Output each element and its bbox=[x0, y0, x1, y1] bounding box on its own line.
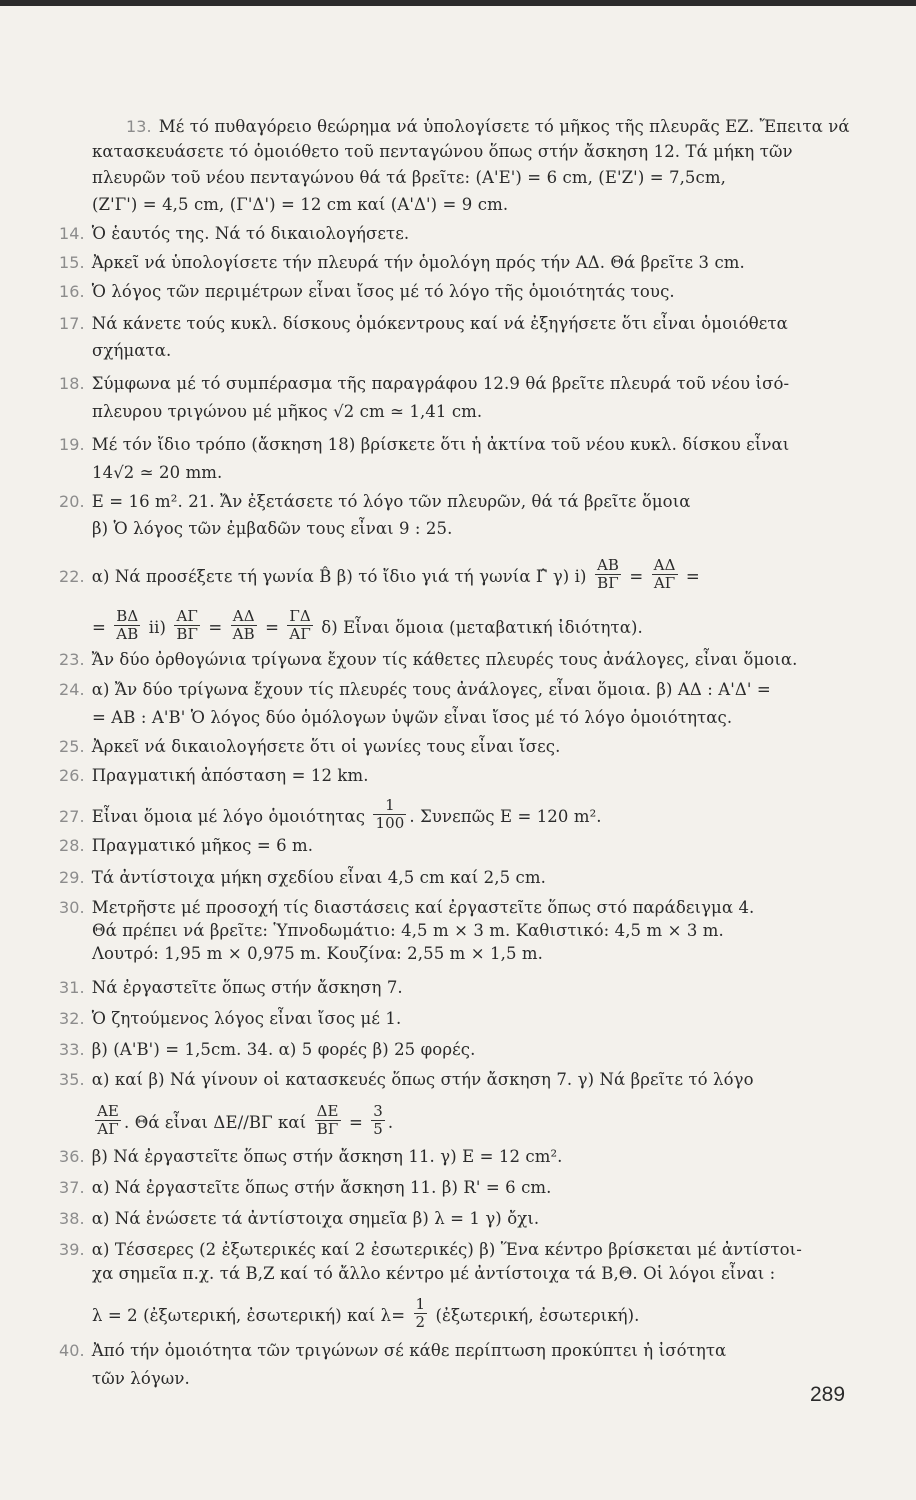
fraction-denominator: ΑΓ bbox=[95, 1120, 121, 1138]
answer-number: 35. bbox=[59, 1070, 85, 1089]
answer-text: Λουτρό: 1,95 m × 0,975 m. Κουζίνα: 2,55 m × 1,5 m. bbox=[92, 944, 544, 963]
answer-text: 14√2 ≃ 20 mm. bbox=[92, 463, 223, 482]
answer-number: 31. bbox=[59, 978, 85, 997]
answer-31 bbox=[59, 978, 403, 998]
answer-13-cont bbox=[92, 168, 726, 188]
answer-39 bbox=[59, 1240, 802, 1260]
answer-36 bbox=[59, 1147, 563, 1167]
fraction-denominator: ΑΒ bbox=[232, 625, 255, 643]
answer-text: Πραγματικό μῆκος = 6 m. bbox=[91, 836, 314, 855]
fraction bbox=[371, 1103, 385, 1138]
period: . bbox=[409, 807, 415, 826]
fraction-numerator: 3 bbox=[373, 1102, 383, 1120]
answer-text: Μετρῆστε μέ προσοχή τίς διαστάσεις καί ἐργαστεῖτε ὅπως στό παράδειγμα 4. bbox=[91, 898, 755, 917]
answer-text: α) Τέσσερες (2 ἐξωτερικές καί 2 ἐσωτερικές) β) Ἕνα κέντρο βρίσκεται μέ ἀντίστοι- bbox=[91, 1240, 802, 1259]
answer-16 bbox=[59, 282, 675, 302]
answer-27 bbox=[59, 796, 602, 835]
answer-24-cont bbox=[92, 708, 732, 728]
fraction-denominator: ΒΓ bbox=[595, 574, 621, 592]
page-number: 289 bbox=[810, 1383, 846, 1406]
period: . bbox=[387, 1113, 394, 1132]
answer-number: 28. bbox=[59, 836, 85, 855]
fraction-numerator: ΑΔ bbox=[653, 556, 676, 574]
answer-37 bbox=[59, 1178, 552, 1198]
fraction-denominator: ΑΓ bbox=[652, 574, 678, 592]
answer-text: (ἐξωτερική, ἐσωτερική). bbox=[435, 1306, 640, 1325]
answer-number: 14. bbox=[59, 224, 85, 243]
answer-13 bbox=[126, 117, 850, 137]
answer-number: 13. bbox=[126, 117, 152, 136]
fraction bbox=[231, 608, 257, 643]
answer-40 bbox=[59, 1341, 726, 1361]
fraction-denominator: ΒΓ bbox=[315, 1120, 341, 1138]
fraction bbox=[95, 1103, 121, 1138]
answer-text: Νά ἐργαστεῖτε ὅπως στήν ἄσκηση 7. bbox=[91, 978, 403, 997]
equals-sign: = bbox=[685, 567, 700, 586]
answer-number: 29. bbox=[59, 868, 85, 887]
answer-number: 26. bbox=[59, 766, 85, 785]
answer-text: α) Νά ἐργαστεῖτε ὅπως στήν ἄσκηση 11. β) R' = 6 cm. bbox=[91, 1178, 552, 1197]
answer-text: β) Νά ἐργαστεῖτε ὅπως στήν ἄσκηση 11. γ) Ε = 12 cm². bbox=[91, 1147, 563, 1166]
fraction-denominator: ΑΒ bbox=[116, 625, 139, 643]
answer-text: Τά ἀντίστοιχα μήκη σχεδίου εἶναι 4,5 cm καί 2,5 cm. bbox=[91, 868, 546, 887]
answer-number: 22. bbox=[59, 567, 85, 586]
answer-number: 40. bbox=[59, 1341, 85, 1360]
answer-18-cont bbox=[92, 402, 482, 422]
fraction-numerator: ΑΓ bbox=[176, 607, 198, 625]
answer-28 bbox=[59, 836, 313, 856]
answer-text: λ = 2 (ἐξωτερική, ἐσωτερική) καί λ= bbox=[92, 1306, 406, 1325]
answer-text: α) Νά ἑνώσετε τά ἀντίστοιχα σημεῖα β) λ = 1 γ) ὄχι. bbox=[91, 1209, 540, 1228]
answer-39-cont bbox=[92, 1264, 775, 1284]
answer-text: α) Ἄν δύο τρίγωνα ἔχουν τίς πλευρές τους ἀνάλογες, εἶναι ὅμοια. β) ΑΔ : Α'Δ' = bbox=[91, 680, 771, 699]
answer-text: β) Ὁ λόγος τῶν ἐμβαδῶν τους εἶναι 9 : 25. bbox=[92, 519, 453, 538]
answer-24 bbox=[59, 680, 771, 700]
answer-text: τῶν λόγων. bbox=[92, 1369, 190, 1388]
answer-number: 23. bbox=[59, 650, 85, 669]
answer-32 bbox=[59, 1009, 401, 1029]
answer-text: α) Νά προσέξετε τή γωνία B̂ β) τό ἴδιο γιά τή γωνία Γ̂ γ) i) bbox=[91, 567, 587, 586]
answer-text: Ε = 16 m². 21. Ἄν ἐξετάσετε τό λόγο τῶν πλευρῶν, θά τά βρεῖτε ὅμοια bbox=[91, 492, 691, 511]
answer-35 bbox=[59, 1070, 754, 1090]
answer-19 bbox=[59, 435, 789, 455]
answer-text: Συνεπῶς Ε = 120 m². bbox=[420, 807, 602, 826]
answer-13-cont bbox=[92, 195, 508, 215]
fraction-numerator: 1 bbox=[415, 1295, 426, 1313]
fraction bbox=[315, 1103, 341, 1138]
period: . bbox=[123, 1113, 130, 1132]
equals-sign: = bbox=[348, 1113, 363, 1132]
equals-sign: = bbox=[265, 618, 280, 637]
answer-40-cont bbox=[92, 1369, 190, 1389]
answer-33-34 bbox=[59, 1040, 475, 1060]
fraction-numerator: ΑΔ bbox=[232, 607, 255, 625]
answer-17-cont bbox=[92, 341, 171, 361]
answer-text: Ἀρκεῖ νά δικαιολογήσετε ὅτι οἱ γωνίες τους εἶναι ἴσες. bbox=[91, 737, 561, 756]
answer-text: = ΑΒ : Α'Β' Ὁ λόγος δύο ὁμόλογων ὑψῶν εἶναι ἴσος μέ τό λόγο ὁμοιότητας. bbox=[92, 708, 733, 727]
answer-20-21 bbox=[59, 492, 691, 512]
fraction-numerator: ΓΔ bbox=[289, 607, 311, 625]
answer-number: 20. bbox=[59, 492, 85, 511]
fraction-numerator: 1 bbox=[385, 796, 395, 814]
answer-text: Θά εἶναι ΔΕ//ΒΓ καί bbox=[134, 1113, 307, 1132]
answer-text: χα σημεῖα π.χ. τά Β,Ζ καί τό ἄλλο κέντρο μέ ἀντίστοιχα τά Β,Θ. Οἱ λόγοι εἶναι : bbox=[92, 1264, 776, 1283]
fraction-denominator: ΒΓ bbox=[176, 625, 199, 643]
answer-15 bbox=[59, 253, 745, 273]
answer-number: 38. bbox=[59, 1209, 85, 1228]
answer-text: δ) Εἶναι ὅμοια (μεταβατική ἰδιότητα). bbox=[321, 618, 643, 637]
answer-text: Νά κάνετε τούς κυκλ. δίσκους ὁμόκεντρους καί νά ἐξηγήσετε ὅτι εἶναι ὁμοιόθετα bbox=[91, 314, 788, 333]
answer-30 bbox=[59, 898, 754, 918]
fraction-denominator: ΑΓ bbox=[289, 625, 311, 643]
answer-number: 16. bbox=[59, 282, 85, 301]
answer-number: 27. bbox=[59, 807, 85, 826]
fraction-numerator: ΑΕ bbox=[97, 1102, 119, 1120]
answer-text: Ἀρκεῖ νά ὑπολογίσετε τήν πλευρά τήν ὁμολόγη πρός τήν ΑΔ. Θά βρεῖτε 3 cm. bbox=[91, 253, 745, 272]
answer-number: 32. bbox=[59, 1009, 85, 1028]
answer-21-cont bbox=[92, 519, 452, 539]
answer-number: 37. bbox=[59, 1178, 85, 1197]
answer-number: 30. bbox=[59, 898, 85, 917]
fraction-denominator: 2 bbox=[415, 1313, 426, 1331]
answer-text: Πραγματική ἀπόσταση = 12 km. bbox=[91, 766, 369, 785]
answer-text: Ἀπό τήν ὁμοιότητα τῶν τριγώνων σέ κάθε περίπτωση προκύπτει ἡ ἰσότητα bbox=[91, 1341, 727, 1360]
answer-text: Ὁ ζητούμενος λόγος εἶναι ἴσος μέ 1. bbox=[91, 1009, 402, 1028]
answer-text: Ὁ ἑαυτός της. Νά τό δικαιολογήσετε. bbox=[91, 224, 410, 243]
answer-text: Θά πρέπει νά βρεῖτε: Ὑπνοδωμάτιο: 4,5 m × 3 m. Καθιστικό: 4,5 m × 3 m. bbox=[92, 921, 724, 940]
answer-number: 25. bbox=[59, 737, 85, 756]
equals-sign: = bbox=[208, 618, 223, 637]
answer-22 bbox=[59, 556, 700, 595]
answer-39-cont bbox=[92, 1295, 640, 1334]
answer-number: 33. bbox=[59, 1040, 85, 1059]
answer-number: 17. bbox=[59, 314, 85, 333]
answer-29 bbox=[59, 868, 546, 888]
fraction bbox=[652, 557, 678, 592]
fraction-numerator: ΑΒ bbox=[596, 556, 620, 574]
answer-text: Ἄν δύο ὀρθογώνια τρίγωνα ἔχουν τίς κάθετες πλευρές τους ἀνάλογες, εἶναι ὅμοια. bbox=[91, 650, 798, 669]
answer-text: (Ζ'Γ') = 4,5 cm, (Γ'Δ') = 12 cm καί (Α'Δ') = 9 cm. bbox=[92, 195, 509, 214]
answer-23 bbox=[59, 650, 797, 670]
answer-number: 19. bbox=[59, 435, 85, 454]
answer-text: Σύμφωνα μέ τό συμπέρασμα τῆς παραγράφου 12.9 θά βρεῖτε πλευρά τοῦ νέου ἰσό- bbox=[91, 374, 790, 393]
answer-text: Ὁ λόγος τῶν περιμέτρων εἶναι ἴσος μέ τό λόγο τῆς ὁμοιότητάς τους. bbox=[91, 282, 675, 301]
fraction bbox=[373, 797, 406, 832]
answer-26 bbox=[59, 766, 369, 786]
equals-sign: = bbox=[92, 618, 106, 637]
answer-text: α) καί β) Νά γίνουν οἱ κατασκευές ὅπως στήν ἄσκηση 7. γ) Νά βρεῖτε τό λόγο bbox=[91, 1070, 754, 1089]
fraction bbox=[287, 608, 312, 643]
answer-text: Μέ τό πυθαγόρειο θεώρημα νά ὑπολογίσετε τό μῆκος τῆς πλευρᾶς ΕΖ. Ἔπειτα νά bbox=[158, 117, 850, 136]
fraction-denominator: 100 bbox=[375, 814, 405, 832]
answer-number: 36. bbox=[59, 1147, 85, 1166]
answer-text: ii) bbox=[148, 618, 167, 637]
answer-number: 18. bbox=[59, 374, 85, 393]
answer-text: β) (Α'Β') = 1,5cm. 34. α) 5 φορές β) 25 φορές. bbox=[91, 1040, 476, 1059]
answer-14 bbox=[59, 224, 409, 244]
fraction bbox=[595, 557, 621, 592]
answer-25 bbox=[59, 737, 560, 757]
answer-text: κατασκευάσετε τό ὁμοιόθετο τοῦ πενταγώνου ὅπως στήν ἄσκηση 12. Τά μήκη τῶν bbox=[92, 142, 793, 161]
answer-30-cont bbox=[92, 921, 724, 941]
fraction-numerator: ΔΕ bbox=[316, 1102, 339, 1120]
answer-19-cont bbox=[92, 463, 222, 483]
fraction bbox=[414, 1296, 428, 1331]
answer-text: πλευρου τριγώνου μέ μῆκος √2 cm ≃ 1,41 cm. bbox=[92, 402, 483, 421]
answer-38 bbox=[59, 1209, 539, 1229]
fraction bbox=[174, 608, 200, 643]
answer-text: πλευρῶν τοῦ νέου πενταγώνου θά τά βρεῖτε: (Α'Ε') = 6 cm, (Ε'Ζ') = 7,5cm, bbox=[92, 168, 726, 187]
fraction bbox=[114, 608, 140, 643]
fraction-numerator: ΒΔ bbox=[116, 607, 139, 625]
answer-text: σχήματα. bbox=[92, 341, 172, 360]
answer-17 bbox=[59, 314, 788, 334]
answer-number: 39. bbox=[59, 1240, 85, 1259]
fraction-denominator: 5 bbox=[373, 1120, 383, 1138]
answer-number: 15. bbox=[59, 253, 85, 272]
answer-text: Εἶναι ὅμοια μέ λόγο ὁμοιότητας bbox=[91, 807, 366, 826]
answer-22-cont bbox=[92, 607, 643, 646]
answer-30-cont bbox=[92, 944, 543, 964]
answer-number: 24. bbox=[59, 680, 85, 699]
answer-13-cont bbox=[92, 142, 793, 162]
equals-sign: = bbox=[629, 567, 644, 586]
answer-35-cont bbox=[92, 1102, 394, 1141]
answer-18 bbox=[59, 374, 789, 394]
answer-text: Μέ τόν ἴδιο τρόπο (ἄσκηση 18) βρίσκετε ὅτι ἡ ἀκτίνα τοῦ νέου κυκλ. δίσκου εἶναι bbox=[91, 435, 790, 454]
